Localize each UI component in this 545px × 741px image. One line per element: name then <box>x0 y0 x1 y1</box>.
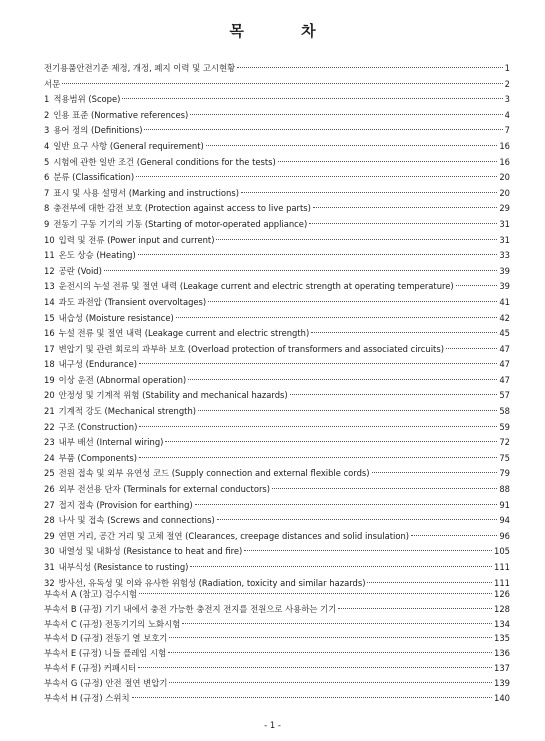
toc-entry-page: 105 <box>494 546 510 557</box>
dot-leader <box>138 667 492 668</box>
dot-leader <box>182 623 492 624</box>
toc-entry-number: 16 <box>44 328 55 339</box>
toc-entry-page: 128 <box>494 603 510 614</box>
toc-entry-number: 18 <box>44 359 55 370</box>
toc-entry-number: 10 <box>44 234 55 245</box>
toc-entry-page: 33 <box>499 250 510 261</box>
annex-entry[interactable] <box>44 631 510 646</box>
toc-entry-title: 서문 <box>44 78 61 89</box>
dot-leader <box>290 394 498 395</box>
toc-entry-page: 72 <box>499 437 510 448</box>
dot-leader <box>62 83 502 84</box>
dot-leader <box>309 223 497 224</box>
toc-entry[interactable] <box>44 357 510 373</box>
page-number-footer: - 1 - <box>264 720 281 730</box>
dot-leader <box>195 504 498 505</box>
toc-entry-title: 부속서 E (규정) 니들 플레임 시험 <box>44 648 167 659</box>
toc-entry[interactable] <box>44 529 510 545</box>
toc-entry-number: 25 <box>44 468 55 479</box>
toc-entry-number: 32 <box>44 577 55 588</box>
dot-leader <box>311 332 497 333</box>
dot-leader <box>139 457 497 458</box>
toc-entry-page: 39 <box>499 281 510 292</box>
toc-entry-page: 20 <box>499 172 510 183</box>
toc-entry-page: 47 <box>499 343 510 354</box>
toc-entry-title: 부속서 B (규정) 기기 내에서 충전 가능한 충전지 전지를 전원으로 사용하는 기기 <box>44 603 337 614</box>
toc-entry-title: 시험에 관한 일반 조건 (General conditions for the tests) <box>53 156 276 167</box>
dot-leader <box>144 129 502 130</box>
annex-entry[interactable] <box>44 617 510 632</box>
toc-entry-number: 24 <box>44 452 55 463</box>
toc-entry-page: 111 <box>494 577 510 588</box>
toc-entry-number: 27 <box>44 499 55 510</box>
toc-entry[interactable] <box>44 451 510 467</box>
page-title: 목 차 <box>229 22 342 40</box>
dot-leader <box>237 67 502 68</box>
toc-entry-page: 57 <box>499 390 510 401</box>
toc-entry[interactable] <box>44 466 510 482</box>
toc-entry[interactable] <box>44 108 510 124</box>
toc-entry-number: 28 <box>44 515 55 526</box>
toc-entry-number: 23 <box>44 437 55 448</box>
dot-leader <box>208 301 497 302</box>
dot-leader <box>104 270 497 271</box>
dot-leader <box>176 317 498 318</box>
toc-entry-title: 연면 거리, 공간 거리 및 고체 절연 (Clearances, creepage distances and solid insulation) <box>58 530 410 541</box>
toc-entry-number: 31 <box>44 562 55 572</box>
dot-leader <box>198 410 497 411</box>
toc-entry[interactable] <box>44 373 510 389</box>
toc-entry-title: 표시 및 사용 설명서 (Marking and instructions) <box>53 187 239 198</box>
toc-entry-page: 111 <box>494 562 510 572</box>
dot-leader <box>168 652 492 653</box>
toc-entry-page: 135 <box>494 633 510 644</box>
toc-entry-page: 7 <box>504 125 510 136</box>
toc-entry[interactable] <box>44 482 510 498</box>
toc-entry-page: 39 <box>499 265 510 276</box>
toc-entry-number: 6 <box>44 172 50 183</box>
toc-entry[interactable] <box>44 170 510 186</box>
toc-entry-page: 139 <box>494 677 510 688</box>
annex-entry[interactable] <box>44 602 510 617</box>
toc-entry[interactable] <box>44 498 510 514</box>
toc-entry-title: 부속서 H (규정) 스위치 <box>44 692 130 703</box>
dot-leader <box>138 254 498 255</box>
table-of-contents <box>44 61 510 591</box>
toc-entry-title: 공란 (Void) <box>58 265 102 276</box>
toc-entry-page: 126 <box>494 589 510 599</box>
toc-entry-page: 1 <box>504 63 510 73</box>
toc-entry-page: 31 <box>499 234 510 245</box>
toc-entry-number: 22 <box>44 421 55 432</box>
dot-leader <box>411 535 497 536</box>
toc-entry-title: 부속서 G (규정) 안전 절연 변압기 <box>44 677 168 688</box>
toc-entry[interactable] <box>44 513 510 529</box>
toc-entry-page: 47 <box>499 359 510 370</box>
toc-entry-page: 136 <box>494 648 510 659</box>
toc-entry-number: 14 <box>44 296 55 307</box>
annex-entry[interactable] <box>44 661 510 676</box>
dot-leader <box>216 239 497 240</box>
toc-entry-page: 16 <box>499 140 510 151</box>
annex-entry[interactable] <box>44 691 510 706</box>
toc-entry-title: 내구성 (Endurance) <box>58 359 138 370</box>
dot-leader <box>372 472 498 473</box>
dot-leader <box>278 161 498 162</box>
dot-leader <box>169 637 492 638</box>
toc-entry-number: 29 <box>44 530 55 541</box>
toc-entry-number: 4 <box>44 140 50 151</box>
toc-entry-page: 79 <box>499 468 510 479</box>
toc-entry-title: 전기용품안전기준 제정, 개정, 폐지 이력 및 고시현황 <box>44 63 236 73</box>
dot-leader <box>272 488 497 489</box>
toc-entry-page: 75 <box>499 452 510 463</box>
toc-entry-title: 적용범위 (Scope) <box>53 94 121 105</box>
toc-entry-number: 3 <box>44 125 50 136</box>
toc-entry-title: 구조 (Construction) <box>58 421 138 432</box>
dot-leader <box>190 566 492 567</box>
toc-entry-page: 3 <box>504 94 510 105</box>
toc-entry-title: 분류 (Classification) <box>53 172 135 183</box>
dot-leader <box>338 608 492 609</box>
toc-entry-page: 45 <box>499 328 510 339</box>
toc-entry-page: 96 <box>499 530 510 541</box>
toc-entry-page: 140 <box>494 692 510 703</box>
toc-entry-number: 13 <box>44 281 55 292</box>
toc-entry[interactable] <box>44 123 510 139</box>
toc-entry-page: 29 <box>499 203 510 214</box>
toc-entry-number: 2 <box>44 109 50 120</box>
toc-entry-number: 5 <box>44 156 50 167</box>
toc-entry-page: 42 <box>499 312 510 323</box>
toc-entry[interactable] <box>44 77 510 93</box>
toc-entry[interactable] <box>44 295 510 311</box>
toc-entry[interactable] <box>44 139 510 155</box>
toc-entry-title: 나사 및 접속 (Screws and connections) <box>58 515 215 526</box>
dot-leader <box>139 426 497 427</box>
toc-entry-title: 용어 정의 (Definitions) <box>53 125 143 136</box>
dot-leader <box>132 697 492 698</box>
toc-entry-number: 11 <box>44 250 55 261</box>
toc-entry-title: 기계적 강도 (Mechanical strength) <box>58 406 197 417</box>
dot-leader <box>165 441 497 442</box>
toc-entry[interactable] <box>44 544 510 560</box>
toc-entry-title: 부속서 A (참고) 검수시험 <box>44 589 138 599</box>
toc-entry-title: 운전시의 누설 전류 및 절연 내력 (Leakage current and electric strength at operating temperature) <box>58 281 454 292</box>
toc-entry-page: 88 <box>499 484 510 495</box>
toc-entry-title: 부속서 C (규정) 전동기기의 노화시험 <box>44 618 181 629</box>
toc-entry-page: 41 <box>499 296 510 307</box>
toc-entry-page: 137 <box>494 662 510 673</box>
toc-entry-number: 15 <box>44 312 55 323</box>
toc-entry[interactable] <box>44 92 510 108</box>
dot-leader <box>241 192 497 193</box>
toc-entry-title: 안정성 및 기계적 위험 (Stability and mechanical hazards) <box>58 390 288 401</box>
toc-entry-title: 방사선, 유독성 및 이와 유사한 위험성 (Radiation, toxicity and similar hazards) <box>58 577 366 588</box>
toc-entry-title: 충전부에 대한 감전 보호 (Protection against access to live parts) <box>53 203 311 214</box>
annex-entry[interactable] <box>44 676 510 691</box>
dot-leader <box>367 582 492 583</box>
toc-entry-title: 인용 표준 (Normative references) <box>53 109 189 120</box>
toc-entry-page: 2 <box>504 78 510 89</box>
toc-entry[interactable] <box>44 420 510 436</box>
toc-entry-number: 9 <box>44 218 50 229</box>
toc-entry-title: 내열성 및 내화성 (Resistance to heat and fire) <box>58 546 243 557</box>
toc-entry-title: 부품 (Components) <box>58 452 138 463</box>
toc-entry-number: 1 <box>44 94 50 105</box>
toc-entry[interactable] <box>44 201 510 217</box>
toc-entry-title: 전원 접속 및 외부 유연성 코드 (Supply connection and external flexible cords) <box>58 468 370 479</box>
toc-entry[interactable] <box>44 155 510 171</box>
toc-entry-number: 7 <box>44 187 50 198</box>
toc-entry[interactable] <box>44 279 510 295</box>
toc-entry[interactable] <box>44 326 510 342</box>
toc-entry-title: 내습성 (Moisture resistance) <box>58 312 174 323</box>
toc-entry-title: 외부 전선용 단자 (Terminals for external conductors) <box>58 484 271 495</box>
toc-entry-title: 내부 배선 (Internal wiring) <box>58 437 164 448</box>
toc-entry-number: 19 <box>44 374 55 385</box>
toc-entry-title: 접지 접속 (Provision for earthing) <box>58 499 193 510</box>
toc-entry-number: 26 <box>44 484 55 495</box>
toc-entry-page: 94 <box>499 515 510 526</box>
toc-entry-title: 내부식성 (Resistance to rusting) <box>58 562 189 572</box>
toc-entry-title: 온도 상승 (Heating) <box>58 250 136 261</box>
toc-entry[interactable] <box>44 61 510 77</box>
toc-entry-number: 8 <box>44 203 50 214</box>
dot-leader <box>136 176 497 177</box>
toc-entry-page: 31 <box>499 218 510 229</box>
toc-entry[interactable] <box>44 342 510 358</box>
toc-entry-title: 변압기 및 관련 회로의 과부하 보호 (Overload protection of transformers and associated circuits) <box>58 343 444 354</box>
toc-entry[interactable] <box>44 388 510 404</box>
toc-entry-page: 59 <box>499 421 510 432</box>
toc-entry-title: 과도 과전압 (Transient overvoltages) <box>58 296 207 307</box>
toc-entry-title: 누설 전류 및 절연 내력 (Leakage current and electric strength) <box>58 328 310 339</box>
annex-entry[interactable] <box>44 587 510 602</box>
dot-leader <box>456 285 498 286</box>
toc-entry-page: 16 <box>499 156 510 167</box>
toc-entry[interactable] <box>44 560 510 576</box>
toc-entry-title: 입력 및 전류 (Power input and current) <box>58 234 215 245</box>
toc-entry-title: 부속서 D (규정) 전동기 열 보호기 <box>44 633 168 644</box>
dot-leader <box>122 98 502 99</box>
toc-entry-page: 58 <box>499 406 510 417</box>
toc-entry-number: 20 <box>44 390 55 401</box>
toc-entry[interactable] <box>44 435 510 451</box>
dot-leader <box>169 682 492 683</box>
annex-list <box>44 587 510 705</box>
toc-entry-page: 91 <box>499 499 510 510</box>
dot-leader <box>446 348 497 349</box>
dot-leader <box>139 593 492 594</box>
toc-entry-page: 4 <box>504 109 510 120</box>
toc-entry-page: 134 <box>494 618 510 629</box>
toc-entry[interactable] <box>44 311 510 327</box>
dot-leader <box>313 207 497 208</box>
toc-entry[interactable] <box>44 264 510 280</box>
toc-entry-title: 전동기 구동 기기의 기동 (Starting of motor-operated appliance) <box>53 218 308 229</box>
toc-entry-number: 21 <box>44 406 55 417</box>
toc-entry-title: 이상 운전 (Abnormal operation) <box>58 374 187 385</box>
dot-leader <box>139 363 497 364</box>
dot-leader <box>206 145 498 146</box>
annex-entry[interactable] <box>44 646 510 661</box>
toc-entry-number: 30 <box>44 546 55 557</box>
dot-leader <box>188 379 497 380</box>
toc-entry[interactable] <box>44 248 510 264</box>
toc-entry-title: 부속서 F (규정) 커패시터 <box>44 662 137 673</box>
toc-entry-title: 일반 요구 사항 (General requirement) <box>53 140 204 151</box>
toc-entry[interactable] <box>44 233 510 249</box>
toc-entry-number: 12 <box>44 265 55 276</box>
dot-leader <box>244 550 492 551</box>
toc-entry-page: 47 <box>499 374 510 385</box>
dot-leader <box>190 114 502 115</box>
toc-entry[interactable] <box>44 217 510 233</box>
toc-entry[interactable] <box>44 404 510 420</box>
toc-entry-page: 20 <box>499 187 510 198</box>
toc-entry[interactable] <box>44 186 510 202</box>
dot-leader <box>217 519 498 520</box>
toc-entry-number: 17 <box>44 343 55 354</box>
